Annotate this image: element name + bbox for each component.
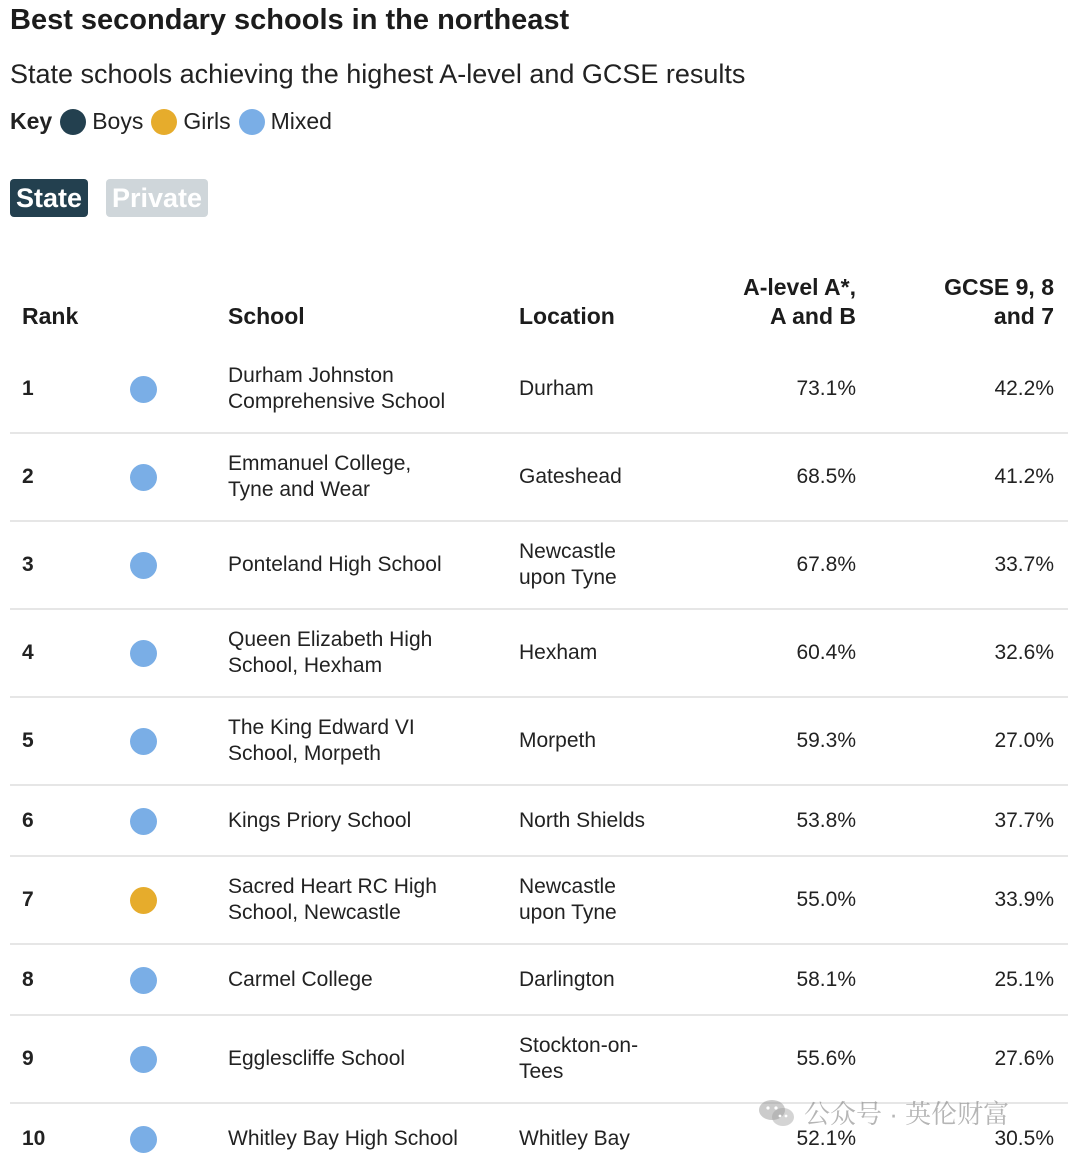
location-line2: upon Tyne	[519, 566, 617, 589]
rank-cell: 8	[22, 967, 34, 991]
column-header-alevel[interactable]	[743, 273, 856, 331]
school-type-dot-icon	[130, 640, 157, 667]
school-type-dot-icon	[130, 464, 157, 491]
column-header-alevel-line1: A-level A*,	[743, 274, 856, 300]
alevel-cell: 55.6%	[796, 1047, 856, 1070]
alevel-cell: 73.1%	[796, 377, 856, 400]
legend	[10, 108, 340, 135]
school-type-dot-icon	[130, 728, 157, 755]
gcse-cell: 27.6%	[994, 1047, 1054, 1070]
school-name-line1: Ponteland High School	[228, 553, 442, 576]
alevel-cell: 60.4%	[796, 641, 856, 664]
location-cell	[519, 967, 689, 993]
school-type-dot-icon	[130, 808, 157, 835]
gcse-cell: 37.7%	[994, 808, 1054, 832]
location-line2: Tees	[519, 1060, 564, 1083]
alevel-cell: 67.8%	[796, 553, 856, 576]
table-row	[10, 610, 1068, 698]
table-row	[10, 786, 1068, 857]
location-cell	[519, 1033, 689, 1085]
school-cell	[228, 1046, 498, 1072]
school-type-dot-icon	[130, 552, 157, 579]
schools-table	[10, 258, 1068, 1174]
gcse-cell: 32.6%	[994, 641, 1054, 664]
school-name-line2: School, Newcastle	[228, 901, 401, 924]
school-cell	[228, 715, 498, 767]
state-toggle-button[interactable]: State	[10, 179, 88, 217]
wechat-icon	[758, 1098, 796, 1128]
private-toggle-button[interactable]: Private	[106, 179, 208, 217]
location-cell	[519, 376, 689, 402]
column-header-gcse-line2: and 7	[993, 303, 1054, 329]
location-cell	[519, 640, 689, 666]
legend-boys-label: Boys	[92, 108, 144, 134]
table-row	[10, 522, 1068, 610]
table-header	[10, 258, 1068, 346]
alevel-cell: 68.5%	[796, 465, 856, 488]
watermark	[758, 1094, 1009, 1131]
school-cell	[228, 967, 498, 993]
table-row	[10, 945, 1068, 1016]
location-line1: North Shields	[519, 808, 646, 832]
school-cell	[228, 1126, 498, 1152]
gcse-cell: 30.5%	[994, 1127, 1054, 1150]
school-name-line1: Durham Johnston	[228, 364, 394, 387]
school-type-dot-icon	[130, 887, 157, 914]
table-row	[10, 1016, 1068, 1104]
column-header-rank[interactable]: Rank	[22, 303, 79, 329]
school-name-line1: Emmanuel College,	[228, 452, 412, 475]
rank-cell: 1	[22, 377, 34, 400]
column-header-location[interactable]: Location	[519, 303, 615, 329]
watermark-text: 公众号 · 英伦财富	[804, 1099, 1010, 1129]
rank-cell: 4	[22, 641, 34, 664]
school-cell	[228, 451, 498, 503]
gcse-cell: 33.7%	[994, 553, 1054, 576]
alevel-cell: 53.8%	[796, 808, 856, 832]
school-name-line1: Kings Priory School	[228, 808, 412, 832]
location-line1: Newcastle	[519, 875, 616, 898]
table-row	[10, 346, 1068, 434]
school-name-line1: Whitley Bay High School	[228, 1127, 458, 1150]
table-row	[10, 857, 1068, 945]
page-title: Best secondary schools in the northeast	[10, 4, 570, 36]
school-name-line1: Carmel College	[228, 967, 373, 991]
school-cell	[228, 627, 498, 679]
school-name-line2: Tyne and Wear	[228, 478, 371, 501]
school-type-dot-icon	[130, 376, 157, 403]
column-header-school[interactable]: School	[228, 303, 305, 329]
location-line1: Newcastle	[519, 540, 616, 563]
location-line1: Durham	[519, 377, 594, 400]
table-row	[10, 698, 1068, 786]
rank-cell: 2	[22, 465, 34, 488]
school-type-dot-icon	[130, 1126, 157, 1153]
school-name-line1: The King Edward VI	[228, 716, 415, 739]
school-name-line1: Queen Elizabeth High	[228, 628, 433, 651]
gcse-cell: 27.0%	[994, 729, 1054, 752]
location-cell	[519, 874, 689, 926]
location-cell	[519, 539, 689, 591]
legend-mixed-label: Mixed	[270, 108, 332, 134]
location-cell	[519, 1126, 689, 1152]
gcse-cell: 41.2%	[994, 465, 1054, 488]
rank-cell: 5	[22, 729, 34, 752]
page-subtitle: State schools achieving the highest A-level and GCSE results	[10, 59, 746, 89]
rank-cell: 6	[22, 808, 34, 832]
location-cell	[519, 464, 689, 490]
school-cell	[228, 808, 498, 834]
rank-cell: 3	[22, 553, 34, 576]
location-line1: Whitley Bay	[519, 1127, 630, 1150]
location-line1: Darlington	[519, 967, 615, 991]
location-cell	[519, 728, 689, 754]
school-name-line1: Egglescliffe School	[228, 1047, 406, 1070]
location-line1: Hexham	[519, 641, 598, 664]
gcse-cell: 42.2%	[994, 377, 1054, 400]
boys-dot-icon	[60, 109, 86, 135]
school-type-dot-icon	[130, 967, 157, 994]
school-name-line1: Sacred Heart RC High	[228, 875, 437, 898]
rank-cell: 9	[22, 1047, 34, 1070]
location-cell	[519, 808, 689, 834]
column-header-alevel-line2: A and B	[769, 303, 856, 329]
school-cell	[228, 874, 498, 926]
legend-title: Key	[10, 108, 53, 134]
location-line1: Gateshead	[519, 465, 622, 488]
school-name-line2: School, Morpeth	[228, 742, 381, 765]
school-cell	[228, 552, 498, 578]
legend-girls-label: Girls	[183, 108, 231, 134]
school-cell	[228, 363, 498, 415]
rank-cell: 10	[22, 1127, 46, 1150]
alevel-cell: 52.1%	[796, 1127, 856, 1150]
alevel-cell: 58.1%	[796, 967, 856, 991]
column-header-gcse-line1: GCSE 9, 8	[944, 274, 1054, 300]
table-row	[10, 434, 1068, 522]
girls-dot-icon	[151, 109, 177, 135]
gcse-cell: 25.1%	[994, 967, 1054, 991]
location-line1: Stockton-on-	[519, 1034, 639, 1057]
location-line1: Morpeth	[519, 729, 597, 752]
alevel-cell: 59.3%	[796, 729, 856, 752]
school-name-line2: School, Hexham	[228, 654, 383, 677]
column-header-gcse[interactable]	[944, 273, 1054, 331]
school-type-dot-icon	[130, 1046, 157, 1073]
location-line2: upon Tyne	[519, 901, 617, 924]
rank-cell: 7	[22, 888, 34, 911]
school-name-line2: Comprehensive School	[228, 390, 446, 413]
gcse-cell: 33.9%	[994, 888, 1054, 911]
mixed-dot-icon	[239, 109, 265, 135]
alevel-cell: 55.0%	[796, 888, 856, 911]
